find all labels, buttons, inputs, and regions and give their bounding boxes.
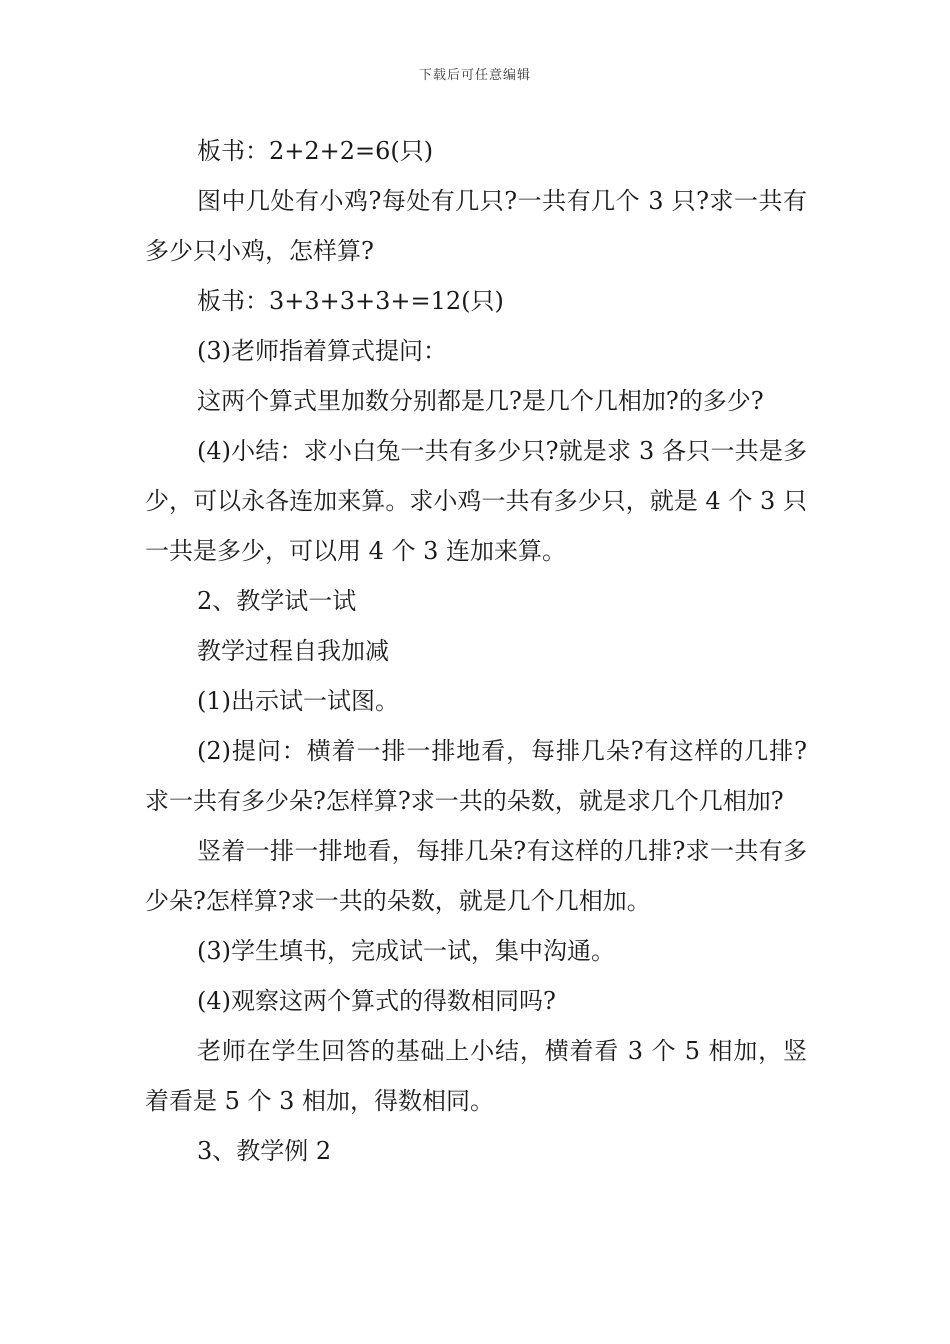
section-heading-example-2: 3、教学例 2 [197, 1137, 332, 1165]
paragraph-addend-question: 这两个算式里加数分别都是几?是几个几相加?的多少? [197, 387, 764, 415]
paragraph-try-step-2: (2)提问：横着一排一排地看，每排几朵?有这样的几排?求一共有多少朵?怎样算?求一共的朵数，就是求几个几相加? [145, 737, 807, 815]
paragraph-board-note-1: 板书：2+2+2=6(只) [197, 137, 434, 165]
paragraph-teacher-summary: 老师在学生回答的基础上小结，横着看 3 个 5 相加，竖着看是 5 个 3 相加，得数相同。 [145, 1037, 807, 1115]
document-body [145, 126, 807, 1176]
paragraph-vertical-view: 竖着一排一排地看，每排几朵?有这样的几排?求一共有多少朵?怎样算?求一共的朵数，就是几个几相加。 [145, 837, 807, 915]
section-heading-try-it: 2、教学试一试 [197, 587, 357, 615]
paragraph-process-note: 教学过程自我加减 [197, 637, 389, 665]
paragraph-chick-question: 图中几处有小鸡?每处有几只?一共有几个 3 只?求一共有多少只小鸡，怎样算? [145, 187, 807, 265]
paragraph-try-step-1: (1)出示试一试图。 [197, 687, 399, 715]
paragraph-step-3: (3)老师指着算式提问： [197, 337, 447, 365]
paragraph-try-step-3: (3)学生填书，完成试一试，集中沟通。 [197, 937, 615, 965]
page-header-note: 下载后可任意编辑 [418, 68, 531, 83]
paragraph-board-note-2: 板书：3+3+3+3+=12(只) [197, 287, 504, 315]
paragraph-step-4-summary: (4)小结：求小白兔一共有多少只?就是求 3 各只一共是多少，可以永各连加来算。求小鸡一共有多少只，就是 4 个 3 只一共是多少，可以用 4 个 3 连加来算。 [145, 437, 807, 565]
paragraph-try-step-4: (4)观察这两个算式的得数相同吗? [197, 987, 556, 1015]
